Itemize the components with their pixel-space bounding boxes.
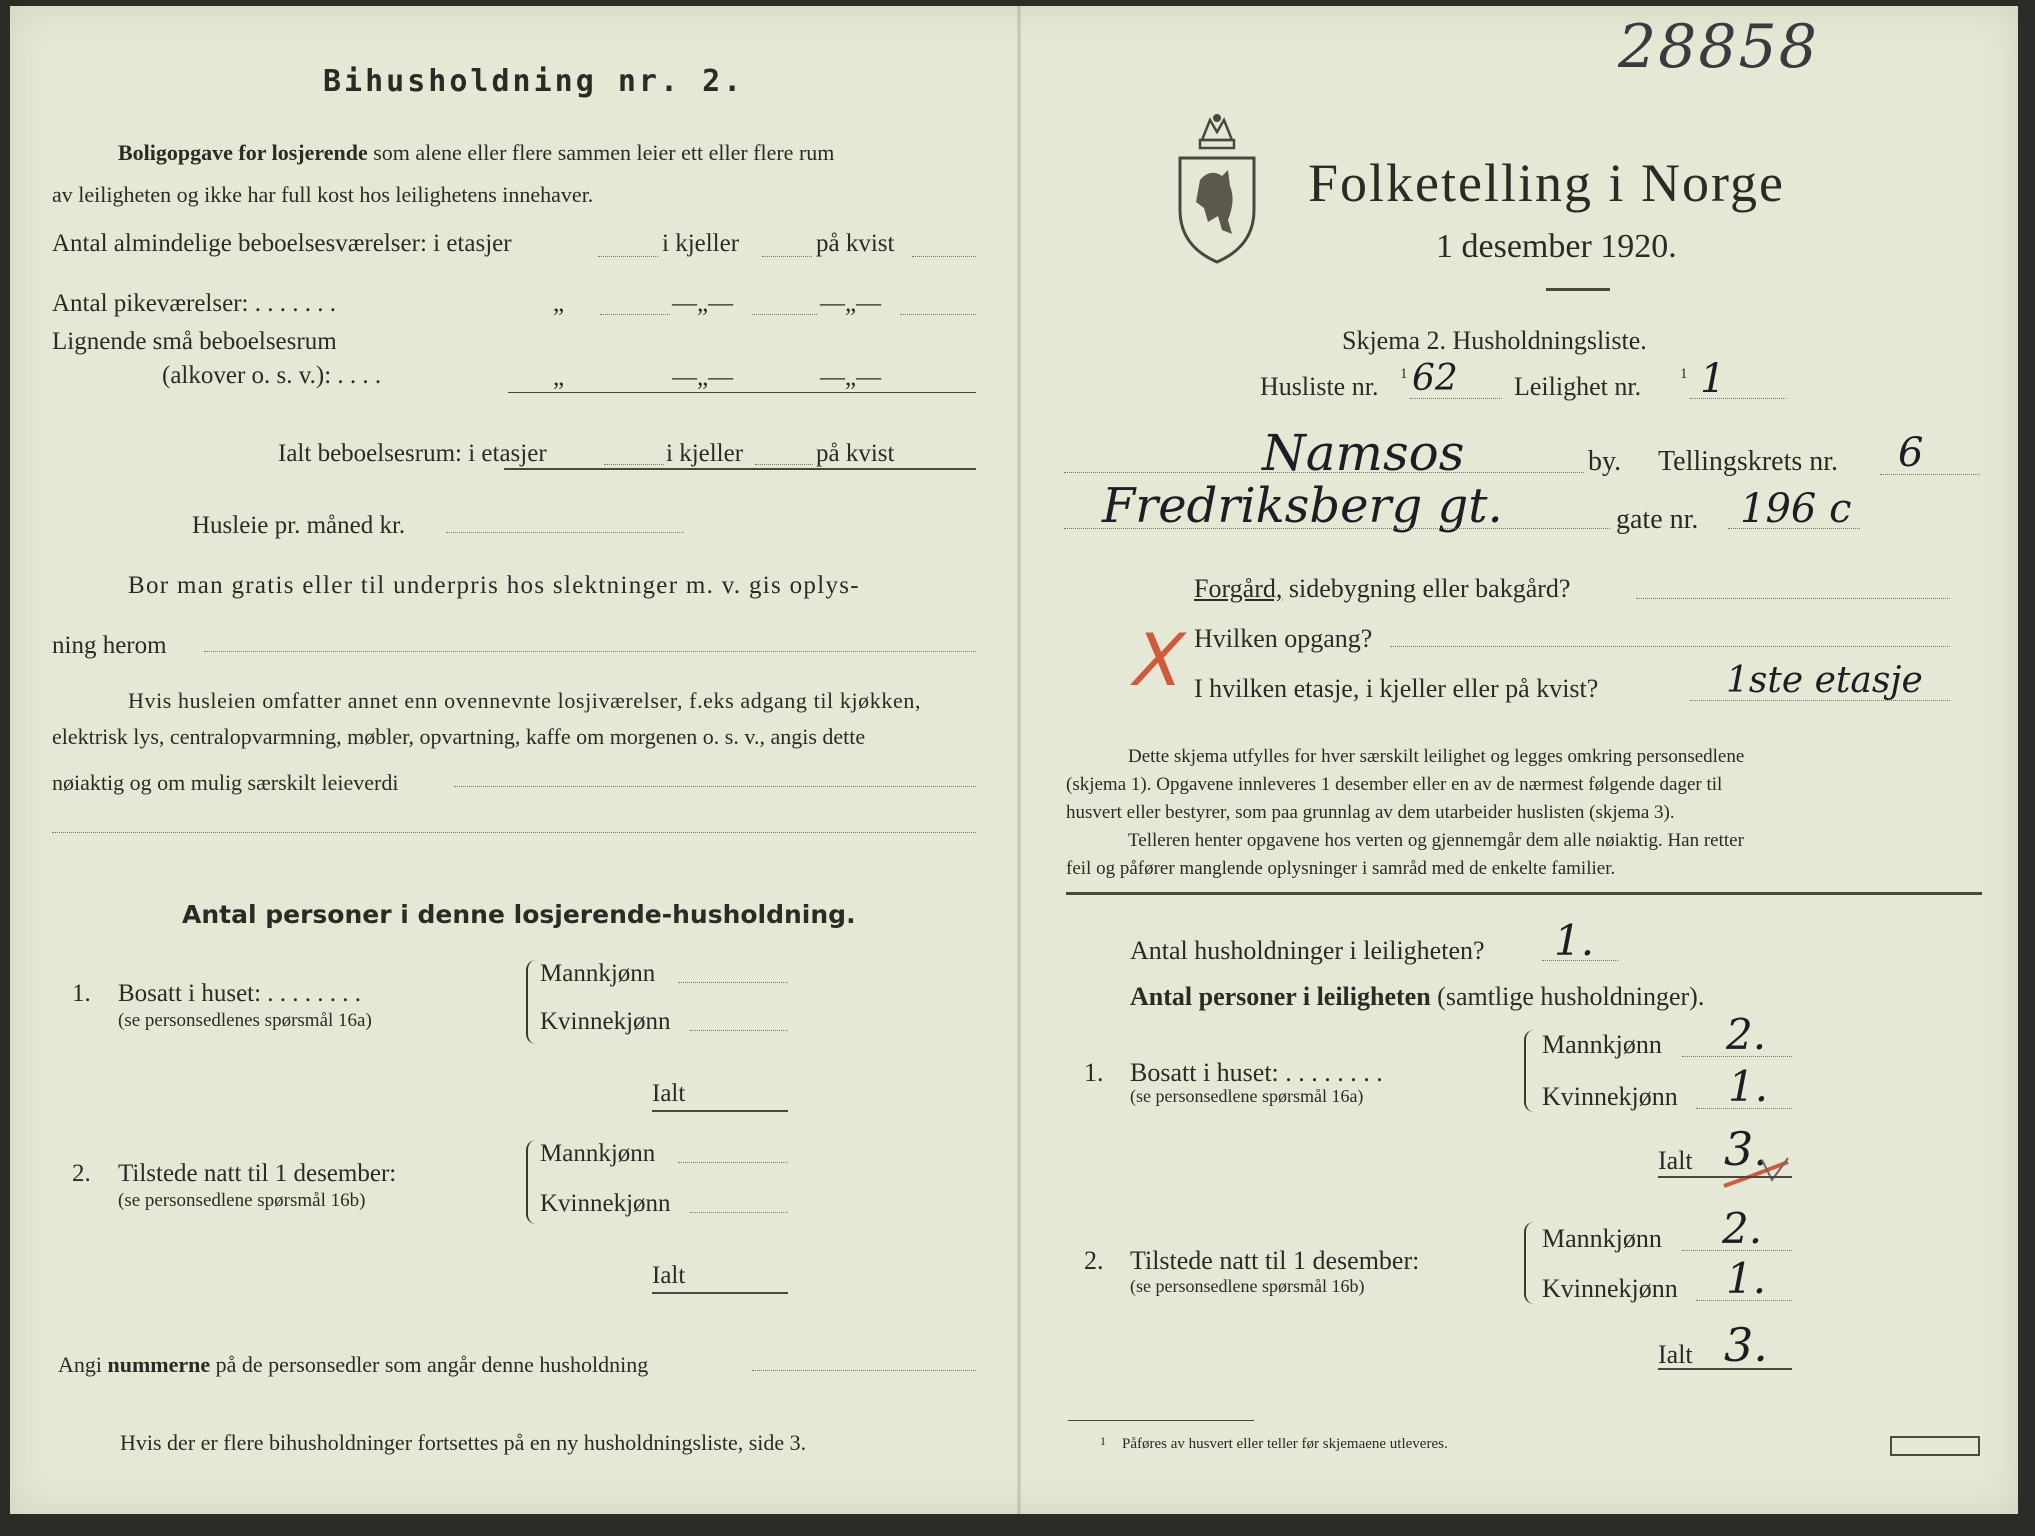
- right-q1-num: 1.: [1084, 1058, 1104, 1087]
- small-line-extra: [52, 832, 976, 833]
- gate-label: gate nr.: [1616, 504, 1699, 535]
- right-q1-sub: (se personsedlene spørsmål 16a): [1130, 1086, 1364, 1106]
- left-q1-kvinne: Kvinnekjønn: [540, 1008, 671, 1035]
- husleie-label: Husleie pr. måned kr.: [192, 512, 406, 539]
- right-q1-mann-value: 2.: [1726, 1010, 1767, 1059]
- street-line: [1064, 528, 1610, 529]
- leilighet-value: 1: [1700, 356, 1726, 402]
- schema-label: Skjema 2. Husholdningsliste.: [1342, 326, 1647, 355]
- right-q2-brace: [1524, 1222, 1534, 1304]
- small-line: [454, 786, 976, 787]
- ialt-underline: [504, 468, 976, 470]
- gratis-line-1: Bor man gratis eller til underpris hos slektninger m. v. gis oplys-: [128, 572, 860, 599]
- street-value: Fredriksberg gt.: [1102, 478, 1503, 534]
- gate-line: [1728, 528, 1860, 529]
- info-line-5: feil og påfører manglende oplysninger i samråd med de enkelte familier.: [1066, 858, 1616, 879]
- ialt-kjeller-line: [755, 464, 813, 465]
- intro-line-1: [118, 140, 834, 166]
- left-footer: Hvis der er flere bihusholdninger fortsettes på en ny husholdningsliste, side 3.: [120, 1430, 807, 1455]
- left-q2-mann-line: [678, 1162, 788, 1163]
- forgaard-rest: sidebygning eller bakgård?: [1288, 574, 1571, 603]
- opgang-label: Hvilken opgang?: [1194, 624, 1373, 653]
- leilighet-line: [1690, 398, 1786, 399]
- right-q1-ialt-line: [1658, 1176, 1792, 1178]
- lignende-ditto-2: —„—: [672, 364, 734, 391]
- right-q2-kvinne-line: [1696, 1300, 1792, 1301]
- left-q2-label: Tilstede natt til 1 desember:: [118, 1160, 397, 1187]
- rooms-kvist: på kvist: [816, 230, 895, 257]
- gratis-line: [204, 651, 976, 652]
- right-q1-ialt-value: 3.: [1724, 1122, 1768, 1176]
- small-line-2: elektrisk lys, centralopvarmning, møbler, opvartning, kaffe om morgenen o. s. v., angis dette: [52, 724, 866, 749]
- pike-line-1: [600, 314, 670, 315]
- archive-number: 28858: [1618, 12, 1819, 82]
- small-line-3: nøiaktig og om mulig særskilt leieverdi: [52, 770, 399, 795]
- left-q1-mann-line: [678, 982, 788, 983]
- krets-value: 6: [1898, 430, 1924, 476]
- angi-post: på de personsedler som angår denne husholdning: [215, 1352, 649, 1377]
- right-q2-mann-label: Mannkjønn: [1542, 1224, 1662, 1253]
- small-line-1: Hvis husleien omfatter annet enn ovennevnte losjiværelser, f.eks adgang til kjøkken,: [128, 688, 922, 713]
- lignende-ditto: „: [553, 364, 565, 391]
- rooms-kjeller: i kjeller: [662, 230, 740, 257]
- census-form-sheet: [10, 6, 2018, 1514]
- right-date: 1 desember 1920.: [1436, 228, 1677, 265]
- left-q1-brace: [526, 960, 536, 1044]
- angi-pre: Angi: [58, 1352, 102, 1377]
- right-q2-kvinne-label: Kvinnekjønn: [1542, 1274, 1678, 1303]
- info-line-2: (skjema 1). Opgavene innleveres 1 desember eller en av de nærmest følgende dager til: [1066, 774, 1723, 795]
- leilighet-sup: 1: [1680, 366, 1688, 382]
- persons-heading: [1130, 982, 1704, 1012]
- left-q2-kvinne-line: [690, 1212, 788, 1213]
- town-value: Namsos: [1262, 424, 1465, 482]
- angi-bold: nummerne: [107, 1352, 211, 1377]
- lignende-ditto-3: —„—: [820, 364, 882, 391]
- right-q2-ialt-value: 3.: [1724, 1318, 1768, 1372]
- right-q2-label: Tilstede natt til 1 desember:: [1130, 1246, 1420, 1275]
- pike-ditto-2: —„—: [672, 290, 734, 317]
- right-q2-sub: (se personsedlene spørsmål 16b): [1130, 1276, 1365, 1296]
- right-q1-kvinne-value: 1.: [1728, 1062, 1769, 1111]
- left-q1-ialt: Ialt: [652, 1080, 686, 1107]
- rooms-kvist-line: [912, 256, 976, 257]
- angi-line: [58, 1352, 648, 1378]
- right-q2-mann-line: [1682, 1250, 1792, 1251]
- rooms-kjeller-line: [762, 256, 812, 257]
- opgang-line: [1390, 646, 1950, 647]
- persons-bold: Antal personer i leiligheten: [1130, 982, 1431, 1011]
- footnote-text: Påføres av husvert eller teller før skjemaene utleveres.: [1122, 1436, 1448, 1452]
- left-q2-ialt-line: [652, 1292, 788, 1294]
- leilighet-label: Leilighet nr.: [1514, 372, 1642, 401]
- households-line: [1542, 960, 1618, 961]
- gate-value: 196 c: [1740, 486, 1852, 532]
- husliste-line: [1410, 398, 1502, 399]
- left-q1-kvinne-line: [690, 1030, 788, 1031]
- info-rule: [1066, 892, 1982, 895]
- etasje-question: I hvilken etasje, i kjeller eller på kvist?: [1194, 674, 1599, 703]
- krets-line: [1880, 474, 1980, 475]
- rooms-etasjer-line: [598, 256, 658, 257]
- intro-bold: Boligopgave for losjerende: [118, 140, 368, 165]
- right-q2-kvinne-value: 1.: [1726, 1254, 1767, 1303]
- forgaard-line: [1194, 574, 1570, 604]
- left-q2-brace: [526, 1140, 536, 1224]
- left-q1-sub: (se personsedlenes spørsmål 16a): [118, 1010, 372, 1031]
- red-cross-mark: X: [1123, 618, 1194, 702]
- info-line-4: Telleren henter opgavene hos verten og gjennemgår dem alle nøiaktig. Han retter: [1128, 830, 1744, 851]
- lignende-line-2: (alkover o. s. v.): . . . .: [162, 362, 382, 389]
- left-q2-mann: Mannkjønn: [540, 1140, 656, 1167]
- intro-rest: som alene eller flere sammen leier ett eller flere rum: [373, 140, 835, 165]
- ialt-etasjer-line: [604, 464, 664, 465]
- husleie-line: [446, 532, 684, 533]
- husliste-sup: 1: [1400, 366, 1408, 382]
- right-title: Folketelling i Norge: [1308, 153, 1785, 213]
- intro-line-2: av leiligheten og ikke har full kost hos leilighetens innehaver.: [52, 182, 594, 207]
- ialt-kvist: på kvist: [816, 440, 895, 467]
- left-q2-ialt: Ialt: [652, 1262, 686, 1289]
- left-q1-label: Bosatt i huset: . . . . . . . .: [118, 980, 362, 1007]
- pike-line-3: [900, 314, 976, 315]
- gratis-line-2: ning herom: [52, 632, 167, 659]
- left-q2-sub: (se personsedlene spørsmål 16b): [118, 1190, 366, 1211]
- center-fold: [1017, 6, 1021, 1514]
- lignende-line-1: Lignende små beboelsesrum: [52, 328, 337, 355]
- right-q2-num: 2.: [1084, 1246, 1104, 1275]
- right-q1-label: Bosatt i huset: . . . . . . . .: [1130, 1058, 1383, 1087]
- angi-blank: [752, 1370, 976, 1371]
- left-persons-heading: Antal personer i denne losjerende-husholdning.: [182, 900, 856, 929]
- info-line-1: Dette skjema utfylles for hver særskilt leilighet og legges omkring personsedlene: [1128, 746, 1745, 767]
- right-q1-mann-label: Mannkjønn: [1542, 1030, 1662, 1059]
- right-q1-brace: [1524, 1030, 1534, 1112]
- left-q1-num: 1.: [72, 980, 91, 1007]
- town-line: [1064, 472, 1584, 473]
- forgaard-blank: [1636, 598, 1950, 599]
- households-value: 1.: [1554, 916, 1595, 965]
- persons-rest: (samtlige husholdninger).: [1437, 982, 1705, 1011]
- right-q1-kvinne-label: Kvinnekjønn: [1542, 1082, 1678, 1111]
- title-rule: [1546, 288, 1610, 291]
- ialt-rooms-label: Ialt beboelsesrum: i etasjer: [278, 440, 547, 467]
- footnote-rule: [1068, 1420, 1254, 1421]
- ialt-kjeller: i kjeller: [666, 440, 744, 467]
- lignende-underline: [508, 392, 976, 393]
- printer-stamp: [1890, 1436, 1980, 1456]
- left-q1-ialt-line: [652, 1110, 788, 1112]
- left-title: Bihusholdning nr. 2.: [323, 64, 745, 99]
- footnote-sup: 1: [1100, 1434, 1106, 1448]
- left-q2-num: 2.: [72, 1160, 91, 1187]
- right-q2-ialt-line: [1658, 1368, 1792, 1370]
- pike-line-2: [752, 314, 817, 315]
- husliste-value: 62: [1412, 358, 1458, 399]
- right-q1-kvinne-line: [1696, 1108, 1792, 1109]
- right-q2-ialt-label: Ialt: [1658, 1340, 1693, 1369]
- etasje-line: [1690, 700, 1950, 701]
- pike-ditto: „: [553, 290, 565, 317]
- households-label: Antal husholdninger i leiligheten?: [1130, 936, 1485, 965]
- right-q2-mann-value: 2.: [1722, 1204, 1763, 1253]
- left-q2-kvinne: Kvinnekjønn: [540, 1190, 671, 1217]
- norway-coat-of-arms-icon: [1170, 110, 1264, 266]
- pike-label: Antal pikeværelser: . . . . . . .: [52, 290, 336, 317]
- husliste-label: Husliste nr.: [1260, 372, 1379, 401]
- left-q1-mann: Mannkjønn: [540, 960, 656, 987]
- krets-label: Tellingskrets nr.: [1658, 446, 1839, 477]
- by-label: by.: [1588, 446, 1622, 477]
- right-q1-mann-line: [1682, 1056, 1792, 1057]
- forgaard-word: Forgård,: [1194, 574, 1283, 603]
- etasje-value: 1ste etasje: [1726, 660, 1923, 701]
- right-q1-ialt-label: Ialt: [1658, 1146, 1693, 1175]
- pike-ditto-3: —„—: [820, 290, 882, 317]
- info-line-3: husvert eller bestyrer, som paa grunnlag av dem utarbeider huslisten (skjema 3).: [1066, 802, 1675, 823]
- rooms-label: Antal almindelige beboelsesværelser: i etasjer: [52, 230, 512, 257]
